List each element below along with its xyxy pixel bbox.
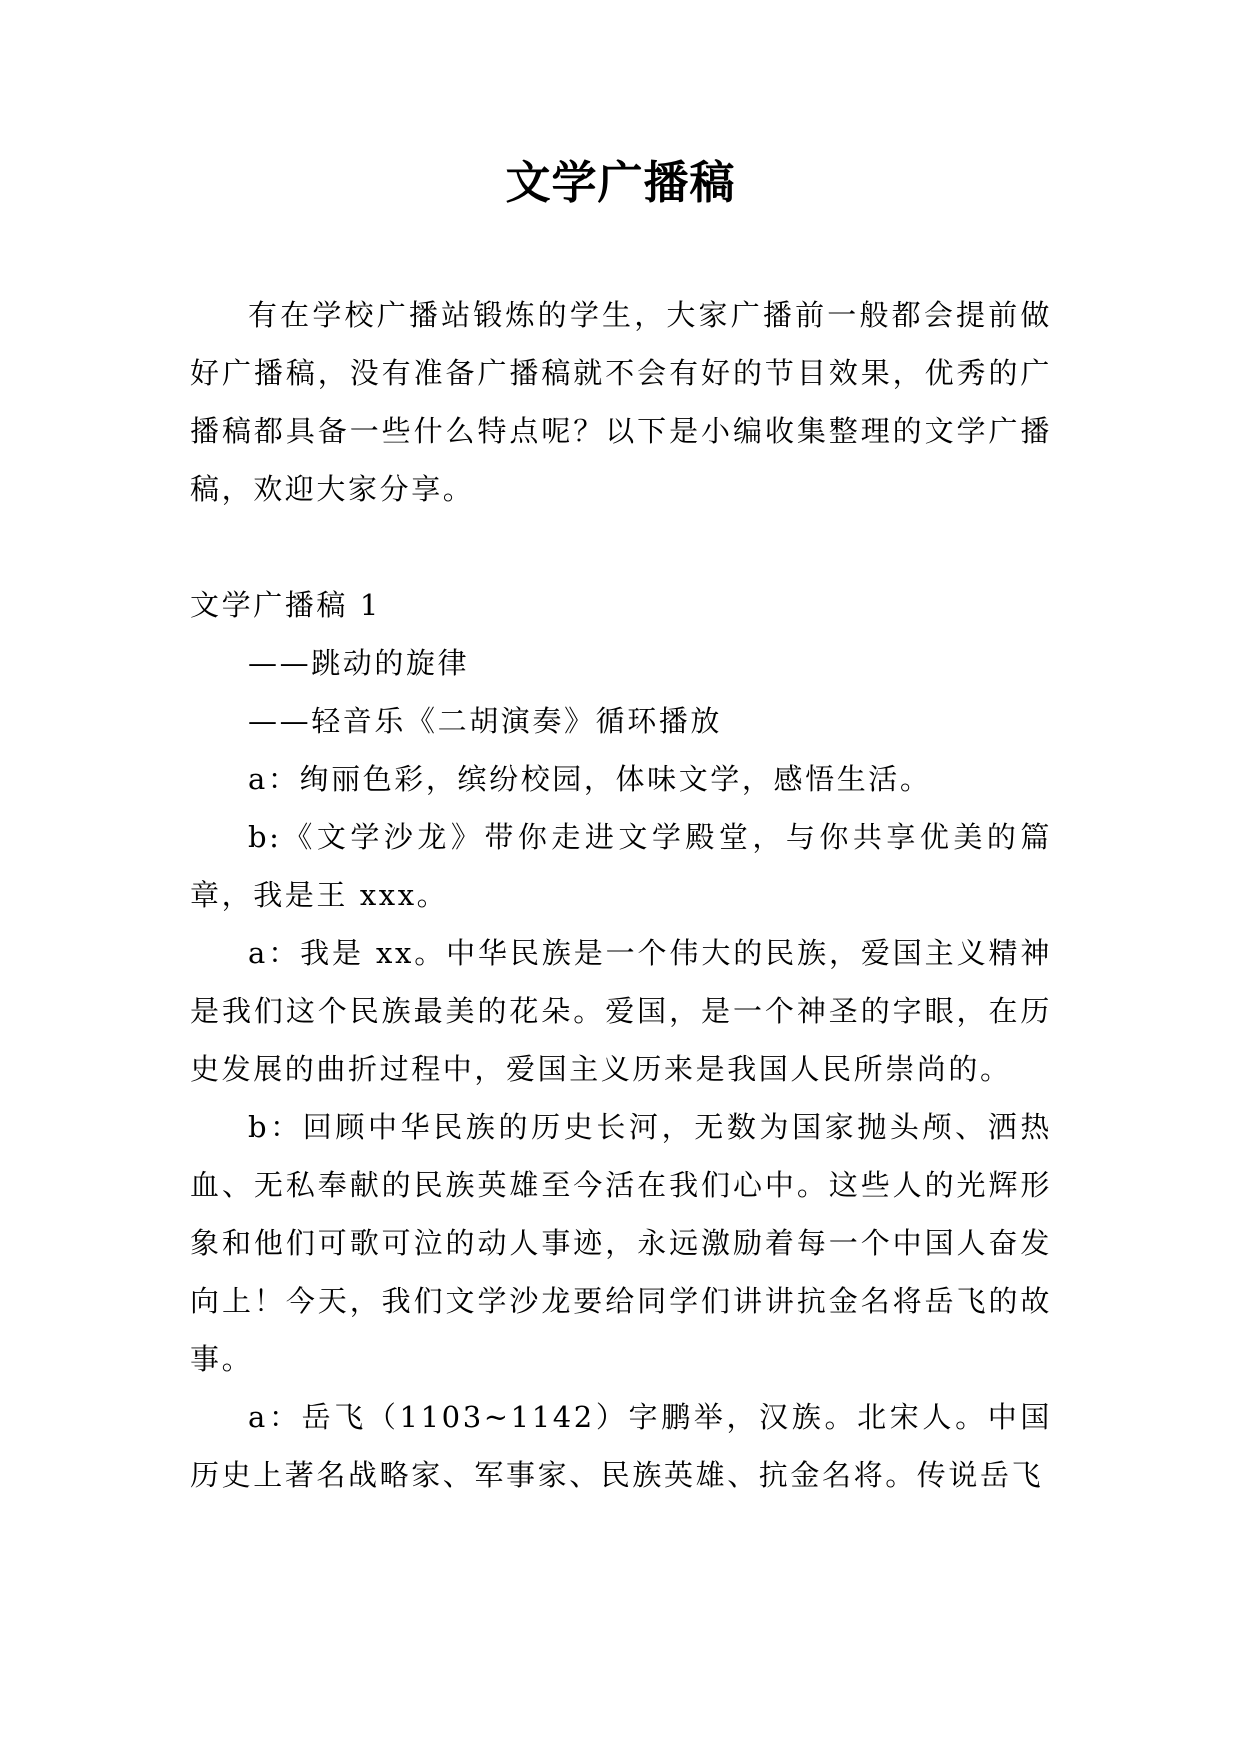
- intro-paragraph: 有在学校广播站锻炼的学生，大家广播前一般都会提前做好广播稿，没有准备广播稿就不会有好的节目效果，优秀的广播稿都具备一些什么特点呢？以下是小编收集整理的文学广播稿，欢迎大家分享。: [190, 298, 1052, 506]
- subtitle-melody: ——跳动的旋律: [248, 646, 470, 680]
- dialogue-line: a：岳飞（1103~1142）字鹏举，汉族。北宋人。中国历史上著名战略家、军事家、民族英雄、抗金名将。传说岳飞: [190, 1400, 1052, 1492]
- dialogue-line: a：我是 xx。中华民族是一个伟大的民族，爱国主义精神是我们这个民族最美的花朵。爱国，是一个神圣的字眼，在历史发展的曲折过程中，爱国主义历来是我国人民所崇尚的。: [190, 936, 1052, 1086]
- document-title: 文学广播稿: [505, 156, 736, 209]
- paragraph-gap: [190, 518, 1052, 576]
- dialogue-line: b:《文学沙龙》带你走进文学殿堂，与你共享优美的篇章，我是王 xxx。: [190, 820, 1052, 912]
- dialogue-line: a：绚丽色彩，缤纷校园，体味文学，感悟生活。: [248, 762, 932, 796]
- subtitle-music: ——轻音乐《二胡演奏》循环播放: [248, 704, 723, 738]
- section-heading: 文学广播稿 1: [190, 588, 381, 622]
- document-body: [190, 286, 1052, 1504]
- dialogue-line: b：回顾中华民族的历史长河，无数为国家抛头颅、洒热血、无私奉献的民族英雄至今活在我们心中。这些人的光辉形象和他们可歌可泣的动人事迹，永远激励着每一个中国人奋发向上！今天，我们文学沙龙要给同学们讲讲抗金名将岳飞的故事。: [190, 1110, 1052, 1376]
